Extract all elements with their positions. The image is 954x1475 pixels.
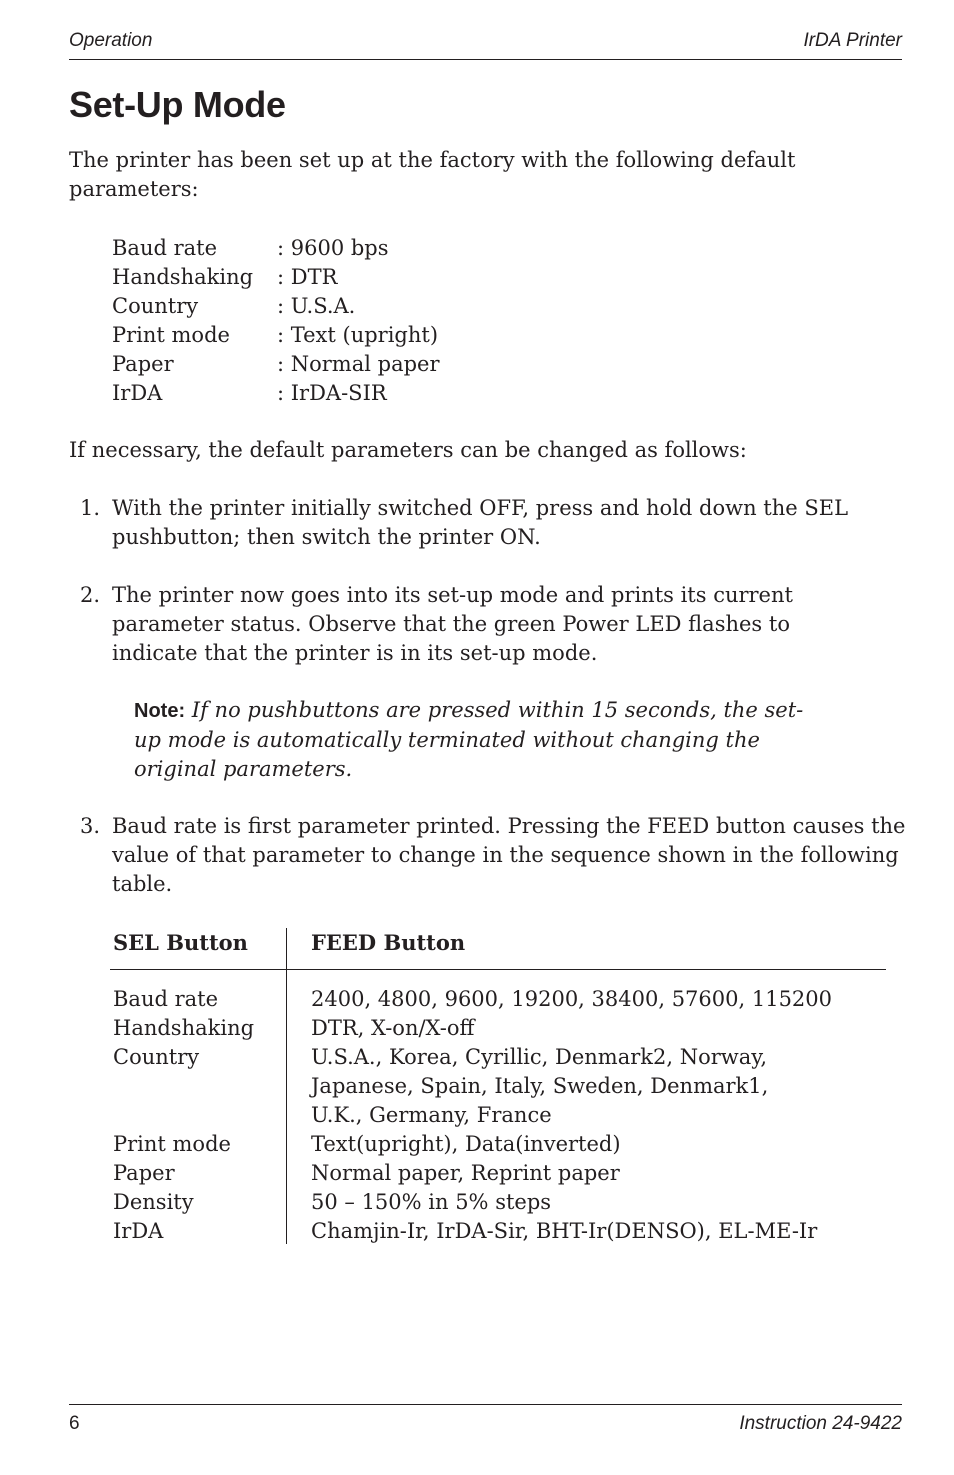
table-row [110,1130,886,1159]
table-row [110,985,886,1014]
change-intro-paragraph: If necessary, the default parameters can be changed as follows: [69,438,747,462]
table-cell-feed: DTR, X-on/X-off [311,1016,475,1040]
table-cell-sel: Paper [113,1161,175,1185]
table-row [110,1217,886,1246]
footer-divider [69,1404,902,1405]
table-cell-sel: Print mode [113,1132,231,1156]
step-number: 1. [80,496,101,520]
default-row: IrDA : IrDA-SIR [112,381,387,405]
default-row: Paper : Normal paper [112,352,440,376]
table-body [110,970,886,1246]
intro-line-2: parameters: [69,177,199,201]
page-number: 6 [69,1413,80,1434]
default-row: Handshaking : DTR [112,265,338,289]
step-1 [80,494,910,552]
note-label: Note: [134,700,186,722]
step-text: With the printer initially switched OFF, press and hold down the SEL pushbutton; then switch the printer ON. [112,496,849,549]
note-text: If no pushbuttons are pressed within 15 seconds, the set-up mode is automatically terminated without changing the original parameters. [134,698,804,781]
step-number: 3. [80,814,101,838]
table-cell-sel: Handshaking [113,1016,255,1040]
table-cell-feed: U.S.A., Korea, Cyrillic, Denmark2, Norway, Japanese, Spain, Italy, Sweden, Denmark1, U.K., Germany, France [311,1045,769,1127]
table-cell-sel: Country [113,1045,200,1069]
table-header-sel: SEL Button [113,930,248,955]
step-text: Baud rate is first parameter printed. Pressing the FEED button causes the value of that parameter to change in the sequence shown in the following table. [112,814,906,896]
header-document-title: IrDA Printer [803,30,902,51]
table-row [110,1159,886,1188]
table-header-row [110,928,886,970]
table-column-divider [286,928,287,1244]
default-parameters-list [112,234,440,408]
intro-paragraph [69,146,795,204]
default-row: Print mode : Text (upright) [112,323,439,347]
step-text: The printer now goes into its set-up mode and prints its current parameter status. Observe that the green Power LED flashes to indicate that the printer is in its set-up mode. [112,583,793,665]
table-row [110,1014,886,1043]
table-cell-sel: IrDA [113,1219,164,1243]
table-cell-feed: 2400, 4800, 9600, 19200, 38400, 57600, 115200 [311,987,833,1011]
intro-line-1: The printer has been set up at the factory with the following default [69,148,796,172]
table-header-feed: FEED Button [311,930,466,955]
header-section-label: Operation [69,30,153,51]
default-row: Country : U.S.A. [112,294,356,318]
default-row: Baud rate : 9600 bps [112,236,389,260]
table-cell-feed: Chamjin-Ir, IrDA-Sir, BHT-Ir(DENSO), EL-ME-Ir [311,1219,818,1243]
table-row [110,1043,886,1130]
table-row [110,1188,886,1217]
step-2 [80,581,860,668]
note-block [134,696,814,784]
page-title: Set-Up Mode [69,84,286,125]
header-divider [69,59,902,60]
table-cell-feed: Text(upright), Data(inverted) [311,1132,621,1156]
step-number: 2. [80,583,101,607]
footer-document-id: Instruction 24-9422 [739,1413,902,1434]
step-3 [80,812,910,899]
parameter-table [110,928,886,1246]
table-cell-feed: Normal paper, Reprint paper [311,1161,620,1185]
table-cell-sel: Density [113,1190,194,1214]
table-cell-sel: Baud rate [113,987,219,1011]
table-cell-feed: 50 – 150% in 5% steps [311,1190,552,1214]
